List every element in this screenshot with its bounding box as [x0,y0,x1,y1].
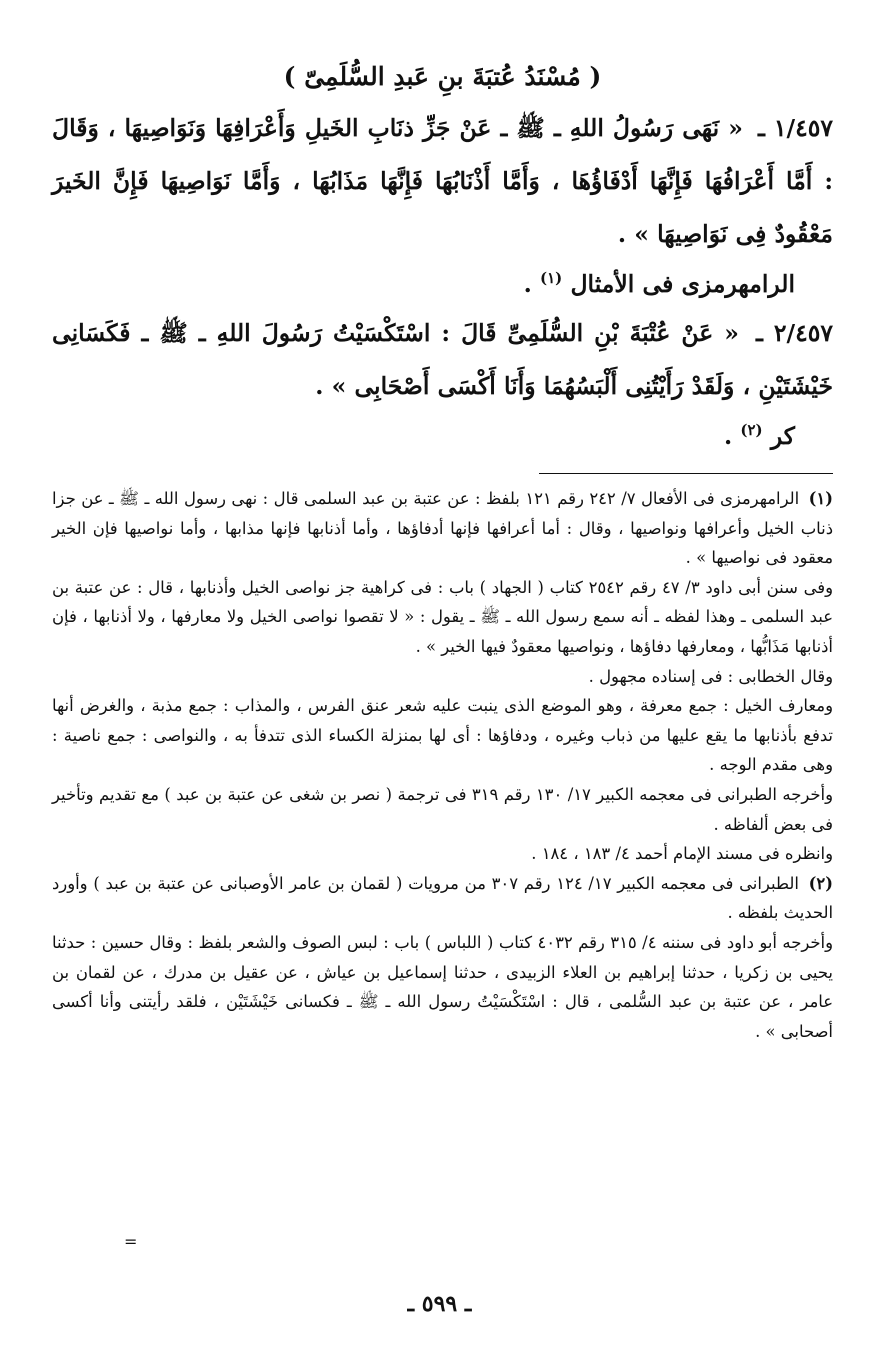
footnote-paragraph [52,869,833,928]
hadith-text: « نَهَى رَسُولُ اللهِ ـ ﷺ ـ عَنْ جَزِّ ذنَابِ الخَيلِ وَأَعْرَافِهَا وَنَوَاصِيهَا ، وَقَالَ : أَمَّا أَعْرَافُهَا فَإِنَّهَا أَدْفَاؤُهَا ، وَأَمَّا أَذْنَابُهَا فَإِنَّهَا مَذَابُهَا ، وَأَمَّا نَوَاصِيهَا فَإِنَّ الخَيرَ مَعْقُودٌ فِى نَوَاصِيهَا » . [52,114,833,248]
hadith-text: « عَنْ عُتْبَةَ بْنِ السُّلَمِىِّ قَالَ : اسْتَكْسَيْتُ رَسُولَ اللهِ ـ ﷺ ـ فَكَسَانِى خَيْشَتَيْنِ ، وَلَقَدْ رَأَيْتُنِى أَلْبَسُهُمَا وَأَنَا أَكْسَى أَصْحَابِى » . [52,319,833,400]
hadith-entry [52,307,833,413]
footnote-mark: (٢) [808,873,833,893]
footnote-paragraph: وفى سنن أبى داود ٣/ ٤٧ رقم ٢٥٤٢ كتاب ( الجهاد ) باب : فى كراهية جز نواصى الخيل وأذنابها ، قال : عن عتبة بن عبد السلمى ـ وهذا لفظه ـ أنه سمع رسول الله ـ ﷺ ـ يقول : « لا تقصوا نواصى الخيل ولا معارفها ، ولا أذنابها ، فإن أذنابها مَذَابُّها ، ومعارفها دفاؤها ، ونواصيها معقودٌ فيها الخير » . [52,577,833,656]
footnote-reference[interactable]: (٢) [740,421,763,440]
footnote-paragraph [52,484,833,573]
hadith-source [52,413,833,459]
hadith-source [52,261,833,307]
footnote-paragraph: وقال الخطابى : فى إسناده مجهول . [588,666,833,686]
footnote-text: الطبرانى فى معجمه الكبير ١٧/ ١٢٤ رقم ٣٠٧ من مرويات ( لقمان بن عامر الأوصبانى عن عتبة بن عبد ) وأورد الحديث بلفظه . [52,873,833,923]
page-number: ـ ٥٩٩ ـ [407,1291,472,1317]
hadith-number: ١/٤٥٧ ـ [757,114,833,142]
footnote-reference[interactable]: (١) [539,269,563,288]
footnote-mark: (١) [808,489,833,508]
source-end: . [724,422,733,450]
source-label: كر [770,422,795,450]
source-label: الرامهرمزى فى الأمثال [570,270,795,298]
footnote-text: الرامهرمزى فى الأفعال ٧/ ٢٤٢ رقم ١٢١ بلفظ : عن عتبة بن عبد السلمى قال : نهى رسول الله ـ ﷺ ـ عن جزا ذناب الخيل وأعرافها ونواصيها ، وقال : أما أعرافها فإنها أدفاؤها ، وأما أذنابها فإنها مذابها ، وأما نواصيها فإن الخير معقود فى نواصيها » . [52,489,833,568]
hadith-number: ٢/٤٥٧ ـ [756,319,833,347]
musnad-heading: ( مُسْنَدُ عُتبَةَ بنِ عَبدِ السُّلَمِىّ ) [283,62,602,91]
footnote-separator [539,473,833,474]
hadith-entry [52,102,833,261]
source-end: . [523,270,532,298]
footnote-paragraph: ومعارف الخيل : جمع معرفة ، وهو الموضع الذى ينبت عليه شعر عنق الفرس ، والمذاب : جمع مذبة ، والغرض أنها تدفع بأذنابها ما يقع عليها من ذباب وغيره ، ودفاؤها : أى لها بمنزلة الكساء الذى تتدفأ به ، والنواصى : جمع ناصية : وهى مقدم الوجه . [52,696,833,775]
footnote-paragraph: وأخرجه أبو داود فى سننه ٤/ ٣١٥ رقم ٤٠٣٢ كتاب ( اللباس ) باب : لبس الصوف والشعر بلفظ : وقال حسين : حدثنا يحيى بن زكريا ، حدثنا إبراهيم بن العلاء الزبيدى ، حدثنا إسماعيل بن عياش ، عن عقيل بن مدرك ، عن لقمان بن عامر ، عن عتبة بن عبد السُّلمى ، قال : اسْتَكْسَيْتُ رسول الله ـ ﷺ ـ فكسانى خَيْشَتَيْن ، فلقد رأيتنى وأنا أكسى أصحابى » . [52,932,833,1041]
continuation-mark: = [124,1232,138,1251]
footnote-paragraph: وانظره فى مسند الإمام أحمد ٤/ ١٨٣ ، ١٨٤ . [531,844,833,864]
main-text [52,102,833,459]
footnotes-section [52,484,833,1046]
footnote-paragraph: وأخرجه الطبرانى فى معجمه الكبير ١٧/ ١٣٠ رقم ٣١٩ فى ترجمة ( نصر بن شغى عن عتبة بن عبد ) مع تقديم وتأخير فى بعض ألفاظه . [52,784,833,834]
